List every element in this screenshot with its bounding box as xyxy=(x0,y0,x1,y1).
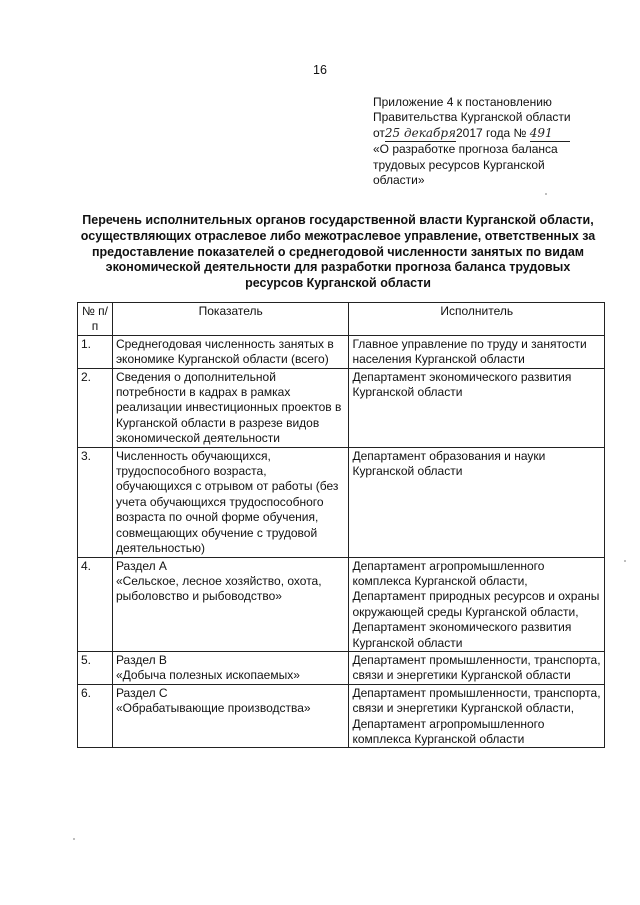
row-indicator xyxy=(112,557,349,651)
row-executor xyxy=(349,651,605,684)
section-label: Раздел А xyxy=(115,558,167,573)
appendix-line-6: области» xyxy=(373,173,425,188)
row-executor: Главное управление по труду и занятости населения Курганской области xyxy=(349,335,605,368)
section-label: Раздел В xyxy=(115,652,167,667)
document-title: Перечень исполнительных органов государственной власти Курганской области, осуществляющих отраслевое либо межотраслевое управление, ответственных за предоставление показателей о среднегодовой численности занятых по видам экономической деятельности для разработки прогноза баланса трудовых ресурсов Курганской области xyxy=(80,213,596,291)
scan-speck xyxy=(624,560,626,562)
indicators-table xyxy=(77,302,605,748)
appendix-header xyxy=(373,95,613,188)
header-executor: Исполнитель xyxy=(349,303,605,336)
appendix-line-1: Приложение 4 к постановлению xyxy=(373,95,552,109)
row-executor xyxy=(349,557,605,651)
appendix-line-3 xyxy=(373,126,613,142)
section-label: Раздел С xyxy=(115,685,168,700)
row-executor: Департамент экономического развития Курганской области xyxy=(349,368,605,447)
row-num: 4. xyxy=(78,557,113,651)
scan-speck xyxy=(73,838,75,840)
row-num: 1. xyxy=(78,335,113,368)
appendix-line-2: Правительства Курганской области xyxy=(373,110,571,125)
handwritten-number: 491 xyxy=(530,126,570,142)
page-number: 16 xyxy=(313,63,327,77)
section-name: «Обрабатывающие производства» xyxy=(115,701,311,716)
section-name: «Сельское, лесное хозяйство, охота, рыболовство и рыбоводство» xyxy=(115,573,322,604)
row-num: 6. xyxy=(78,684,113,748)
table-row xyxy=(78,447,605,557)
executor-item: Департамент промышленности, транспорта, связи и энергетики Курганской области, xyxy=(352,685,601,716)
row-num: 2. xyxy=(78,368,113,447)
executor-item: Департамент промышленности, транспорта, связи и энергетики Курганской области xyxy=(352,652,601,683)
appendix-line-5: трудовых ресурсов Курганской xyxy=(373,157,545,172)
appendix-year: 2017 года № xyxy=(455,125,527,140)
appendix-line-4: «О разработке прогноза баланса xyxy=(373,142,558,157)
table-row xyxy=(78,651,605,684)
appendix-ot: от xyxy=(373,125,385,140)
section-name: «Добыча полезных ископаемых» xyxy=(115,668,300,683)
row-indicator: Численность обучающихся, трудоспособного возраста, обучающихся с отрывом от работы (без учета обучающихся трудоспособного возраста по очной форме обучения, совмещающих обучение с трудовой деятельностью) xyxy=(112,447,349,557)
table-row xyxy=(78,335,605,368)
row-num: 3. xyxy=(78,447,113,557)
handwritten-date: 25 декабря xyxy=(385,126,456,142)
table-row xyxy=(78,684,605,748)
row-executor xyxy=(349,684,605,748)
row-indicator xyxy=(112,651,349,684)
executor-item: Департамент экономического развития Курганской области xyxy=(352,620,572,650)
row-indicator xyxy=(112,684,349,748)
executor-item: Департамент агропромышленного комплекса Курганской области, xyxy=(352,558,545,588)
table-row xyxy=(78,557,605,651)
row-num: 5. xyxy=(78,651,113,684)
table-header-row xyxy=(78,303,605,336)
header-num: № п/п xyxy=(78,303,113,336)
scan-speck xyxy=(545,193,547,195)
table-row xyxy=(78,368,605,447)
executor-item: Департамент агропромышленного комплекса Курганской области xyxy=(352,716,545,746)
row-executor: Департамент образования и науки Курганской области xyxy=(349,447,605,557)
executor-item: Департамент природных ресурсов и охраны окружающей среды Курганской области, xyxy=(352,589,600,619)
header-indicator: Показатель xyxy=(112,303,349,336)
row-indicator: Среднегодовая численность занятых в экономике Курганской области (всего) xyxy=(112,335,349,368)
row-indicator: Сведения о дополнительной потребности в кадрах в рамках реализации инвестиционных проектов в Курганской области в разрезе видов экономической деятельности xyxy=(112,368,349,447)
